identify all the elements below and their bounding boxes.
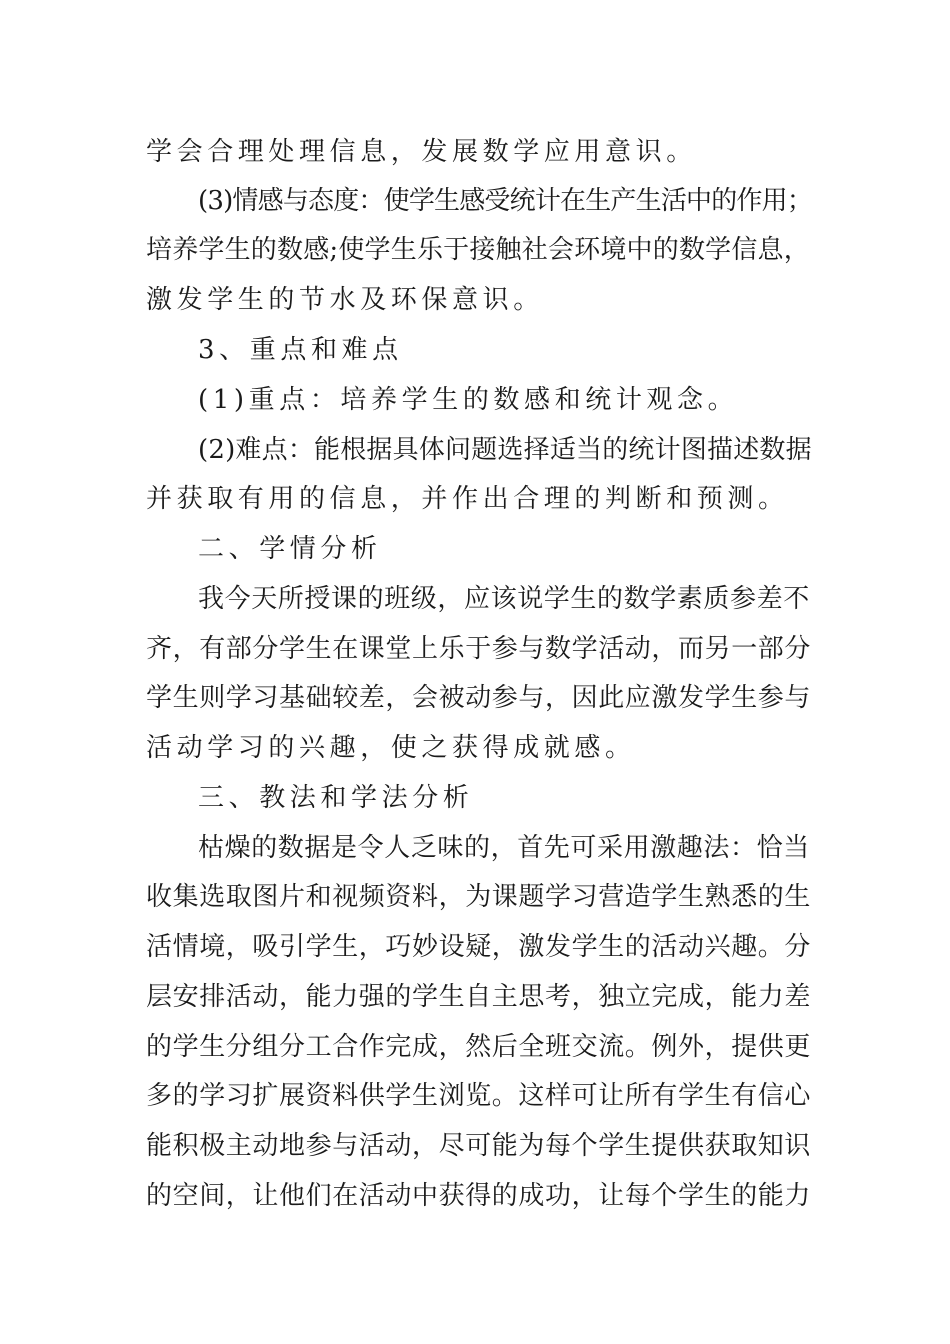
text-line-7: (2)难点：能根据具体问题选择适当的统计图描述数据 (198, 435, 812, 465)
section-heading-key-points: 3、重点和难点 (198, 335, 403, 365)
text-line-19: 的学生分组分工合作完成，然后全班交流。例外，提供更 (146, 1032, 812, 1062)
text-line-4: 激发学生的节水及环保意识。 (146, 285, 544, 315)
text-line-3: 培养学生的数感;使学生乐于接触社会环境中的数学信息， (146, 235, 810, 265)
text-line-20: 多的学习扩展资料供学生浏览。这样可让所有学生有信心 (146, 1081, 812, 1111)
text-line-17: 活情境，吸引学生，巧妙设疑，激发学生的活动兴趣。分 (146, 932, 812, 962)
text-line-12: 学生则学习基础较差，会被动参与，因此应激发学生参与 (146, 683, 812, 713)
text-line-2: (3)情感与态度：使学生感受统计在生产生活中的作用； (198, 186, 813, 216)
text-line-8: 并获取有用的信息，并作出合理的判断和预测。 (146, 484, 789, 514)
text-line-18: 层安排活动，能力强的学生自主思考，独立完成，能力差 (146, 982, 812, 1012)
text-line-13: 活动学习的兴趣，使之获得成就感。 (146, 733, 636, 763)
text-line-15: 枯燥的数据是令人乏味的，首先可采用激趣法：恰当 (198, 833, 810, 863)
section-heading-student-analysis: 二、学情分析 (198, 534, 382, 564)
text-line-10: 我今天所授课的班级，应该说学生的数学素质参差不 (198, 584, 810, 614)
text-line-16: 收集选取图片和视频资料，为课题学习营造学生熟悉的生 (146, 882, 812, 912)
section-heading-method-analysis: 三、教法和学法分析 (198, 783, 474, 813)
text-line-22: 的空间，让他们在活动中获得的成功，让每个学生的能力 (146, 1181, 812, 1211)
text-line-21: 能积极主动地参与活动，尽可能为每个学生提供获取知识 (146, 1131, 812, 1161)
text-line-6: (1)重点：培养学生的数感和统计观念。 (198, 385, 739, 415)
text-line-1: 学会合理处理信息，发展数学应用意识。 (146, 137, 697, 167)
text-line-11: 齐，有部分学生在课堂上乐于参与数学活动，而另一部分 (146, 634, 812, 664)
